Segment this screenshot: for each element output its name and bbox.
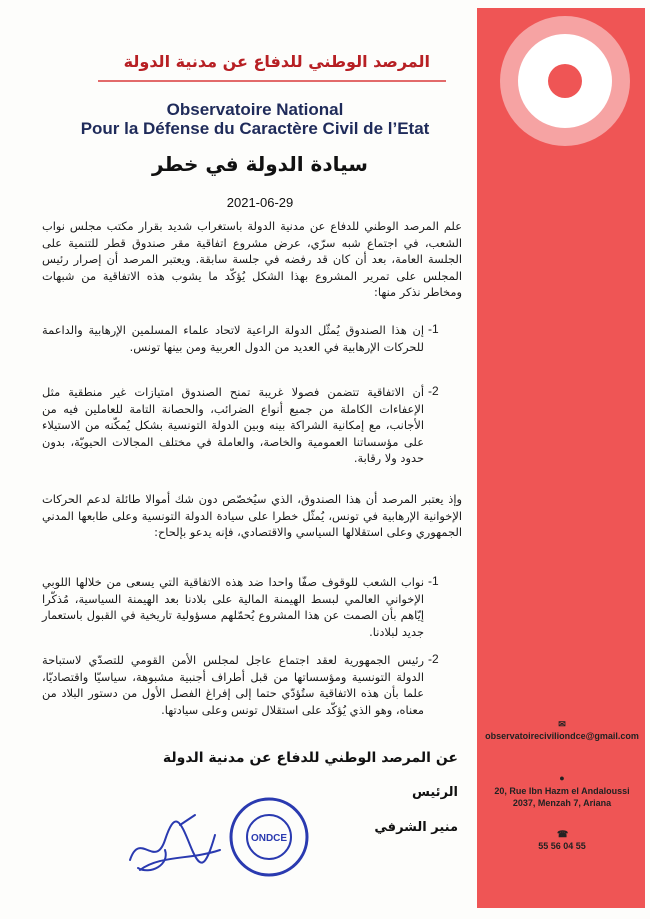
signature-role: الرئيس [412,785,458,800]
header-divider [98,80,446,82]
middle-paragraph: وإذ يعتبر المرصد أن هذا الصندوق، الذي سيُخصّص دون شك أموالا طائلة لدعم الحركات الإخوانية الإرهابية في تونس، يُمثّل خطرا على سيادة الدولة التونسية وعلى طابعها المدني الجمهوري وعلى استقلالها السياسي والاقتصادي، فإنه يدعو بإلحاح: [42,492,462,539]
logo-center-dot [548,64,582,98]
org-name-french-line1: Observatoire National [166,100,344,119]
point-text: إن هذا الصندوق يُمثّل الدولة الراعية لاتحاد علماء المسلمين الإرهابية والداعمة للحركات الإرهابية في العديد من الدول العربية ومن بينها تونس. [42,323,424,354]
contact-email-block [482,720,642,741]
point-number: -1 [428,322,439,336]
official-stamp [228,796,310,878]
call-text: نواب الشعب للوقوف صفّا واحدا ضد هذه الاتفاقية التي يسعى من خلالها اللوبي الإخواني العالمي لبسط الهيمنة المالية على بلادنا بعد الهيمنة السياسية، مُذكّرا إيّاهم بأن الصمت عن هذا المشروع يُحمّلهم مسؤولية تاريخية في القبول باستعمار جديد لبلادنا. [42,575,424,639]
contact-address-line1: 20, Rue Ibn Hazm el Andaloussi [494,786,630,796]
call-number: -1 [428,574,439,588]
call-number: -2 [428,652,439,666]
point-text: أن الاتفاقية تتضمن فصولا غريبة تمنح الصندوق امتيازات غير منطقية مثل الإعفاءات الكاملة من جميع أنواع الضرائب، والحصانة التامة للعاملين فيه من الأجانب، مع إمكانية الشراكة بينه وبين الدولة التونسية بشكل يُمكّنه من الاستيلاء على مؤسساتنا العمومية والخاصة، والعاملة في مختلف المجالات الحيويّة، بدون حدود ولا رقابة. [42,385,424,465]
stamp-text: ONDCE [250,833,288,844]
document-title: سيادة الدولة في خطر [152,152,368,176]
phone-icon: ☎ [557,829,569,839]
signature-name: منير الشرفي [374,820,458,835]
point-number: -2 [428,384,439,398]
signature-org: عن المرصد الوطني للدفاع عن مدنية الدولة [162,750,458,766]
location-pin-icon: ● [559,773,565,783]
document-date: 2021-06-29 [226,195,294,210]
contact-address-block [482,774,642,809]
contact-email: observatoireciviliondce@gmail.com [485,731,639,741]
contact-phone-block [482,830,642,851]
intro-paragraph: علم المرصد الوطني للدفاع عن مدنية الدولة باستغراب شديد بقرار مكتب مجلس نواب الشعب، في اجتماع شبه سرّي، عرض مشروع اتفاقية مقر صندوق قطر للتنمية على الجلسة العامة، بعد أن كان قد رفضه في جلسة سابقة. ويعتبر المرصد أن إصرار رئيس المجلس على تمرير المشروع بهذا الشكل يُؤكّد ما يشوب هذه الاتفاقية من شبهات ومخاطر نذكر منها: [42,219,462,299]
contact-phone: 55 56 04 55 [538,841,586,851]
org-name-french-line2: Pour la Défense du Caractère Civil de l’Etat [80,119,430,138]
handwritten-signature [120,800,230,880]
contact-address-line2: 2037, Menzah 7, Ariana [512,798,612,808]
org-name-arabic: المرصد الوطني للدفاع عن مدنية الدولة [123,52,430,71]
call-text: رئيس الجمهورية لعقد اجتماع عاجل لمجلس الأمن القومي للتصدّي لاستباحة الدولة التونسية ومؤسساتها من قبل أطراف أجنبية مشبوهة، سياسيّا واقتصاديّا، علما بأن هذه الاتفاقية ستُؤدّي حتما إلى إفراغ الفصل الأول من دستور البلاد من معناه، وهو الذي يُؤكّد على استقلال تونس وعلى سيادتها. [42,653,424,717]
org-name-french [40,100,470,138]
envelope-icon: ✉ [558,719,566,729]
